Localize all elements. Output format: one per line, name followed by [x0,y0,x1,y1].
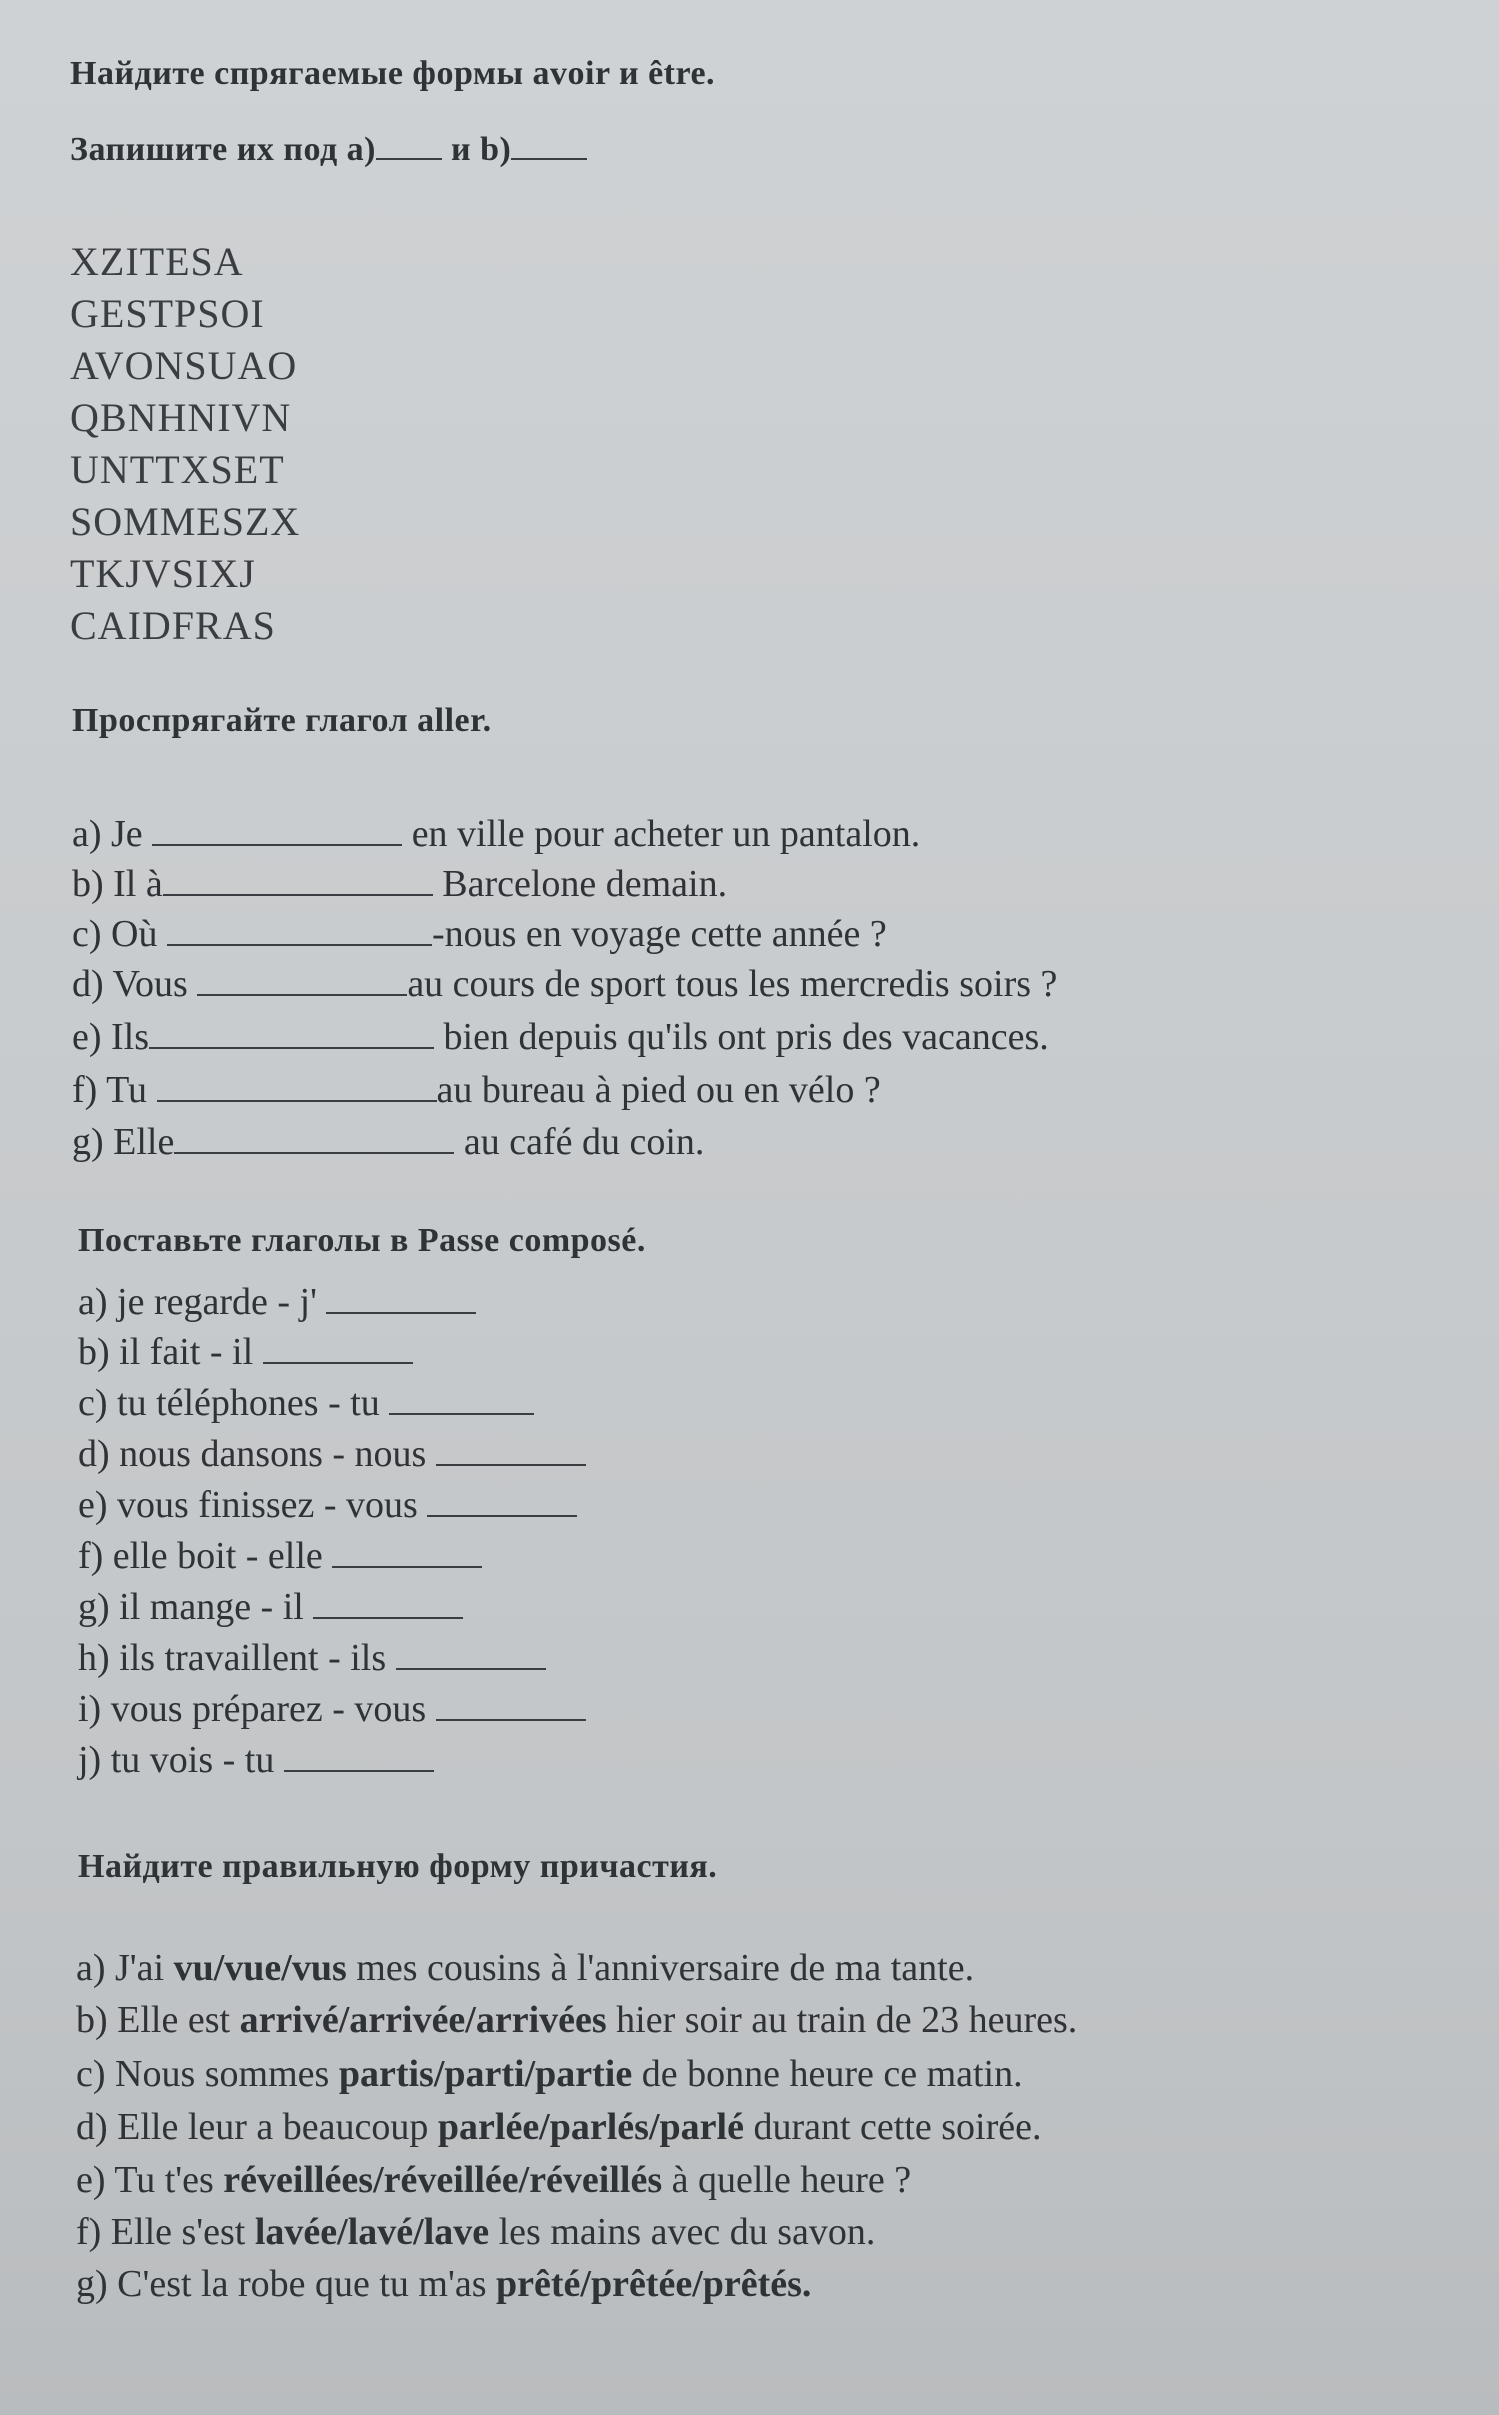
participle-options[interactable]: lavée/lavé/lave [254,2211,490,2253]
answer-blank[interactable] [396,1638,546,1670]
participle-options[interactable]: vu/vue/vus [173,1947,347,1989]
answer-blank-a[interactable] [376,128,442,160]
item-suffix: Barcelone demain. [442,863,728,905]
section1-instruction [70,128,587,169]
item-text: a) J'ai [76,1947,174,1989]
exercise-item [76,1998,1077,2042]
answer-blank[interactable] [157,1070,437,1102]
exercise-item [72,812,920,856]
answer-blank[interactable] [152,814,402,846]
exercise-item [76,2158,911,2202]
answer-blank[interactable] [167,914,432,946]
participle-options[interactable]: parlée/parlés/parlé [437,2106,744,2148]
answer-blank[interactable] [284,1740,434,1772]
exercise-item [78,1381,534,1425]
item-text: c) Nous sommes [76,2053,339,2095]
item-suffix: au bureau à pied ou en vélo ? [436,1069,881,1111]
answer-blank[interactable] [149,1017,434,1049]
exercise-item [72,1068,881,1112]
item-text: g) C'est la robe que tu m'as [76,2263,496,2305]
item-text: de bonne heure ce matin. [632,2053,1023,2095]
exercise-item [78,1483,577,1527]
exercise-item [72,1015,1049,1059]
exercise-item [78,1585,463,1629]
item-prefix: i) vous préparez - vous [78,1688,427,1730]
item-prefix: d) Vous [72,963,188,1005]
letter-string: GESTPSOI [70,291,265,336]
answer-blank-b[interactable] [511,128,587,160]
letter-string: UNTTXSET [70,447,285,492]
item-text: e) Tu t'es [76,2159,224,2201]
item-prefix: f) Tu [72,1069,147,1111]
exercise-item [78,1330,413,1374]
answer-blank[interactable] [427,1485,577,1517]
item-suffix: au cours de sport tous les mercredis soirs ? [407,963,1058,1005]
item-prefix: d) nous dansons - nous [78,1433,427,1475]
exercise-item [76,2210,875,2254]
letter-string: CAIDFRAS [70,603,276,648]
section2-title: Проспрягайте глагол aller. [72,702,492,739]
answer-blank[interactable] [163,864,433,896]
item-prefix: f) elle boit - elle [78,1535,323,1577]
item-suffix: au café du coin. [463,1121,705,1163]
exercise-item [72,912,887,956]
item-prefix: g) Elle [72,1121,175,1163]
item-prefix: e) Ils [72,1016,150,1058]
section4-title: Найдите правильную форму причастия. [78,1848,718,1885]
item-suffix: bien depuis qu'ils ont pris des vacances. [443,1016,1049,1058]
item-text: f) Elle s'est [76,2211,255,2253]
item-text: durant cette soirée. [743,2106,1042,2148]
section1-title: Найдите спрягаемые формы avoir и être. [70,55,716,92]
exercise-item [76,1946,974,1990]
answer-blank[interactable] [263,1332,413,1364]
item-suffix: -nous en voyage cette année ? [431,913,887,955]
exercise-item [78,1687,586,1731]
item-prefix: b) il fait - il [78,1331,254,1373]
letter-string: QBNHNIVN [70,395,292,440]
exercise-item [72,962,1057,1006]
item-text: d) Elle leur a beaucoup [76,2106,438,2148]
answer-blank[interactable] [436,1689,586,1721]
item-prefix: a) Je [72,813,143,855]
item-prefix: b) Il à [72,863,163,905]
answer-blank[interactable] [197,964,407,996]
item-prefix: c) Où [72,913,158,955]
item-prefix: a) je regarde - j' [78,1281,317,1323]
letter-string: AVONSUAO [70,343,298,388]
answer-blank[interactable] [313,1587,463,1619]
answer-blank[interactable] [174,1122,454,1154]
instruction-part1: Запишите их под а) [70,131,376,168]
answer-blank[interactable] [436,1434,586,1466]
participle-options[interactable]: prêté/prêtée/prêtés. [496,2263,812,2305]
instruction-part2: и b) [451,131,512,168]
exercise-item [78,1432,586,1476]
participle-options[interactable]: arrivé/arrivée/arrivées [239,1999,607,2041]
exercise-item [78,1636,546,1680]
exercise-item [76,2105,1041,2149]
exercise-item [78,1280,476,1324]
exercise-item [78,1534,482,1578]
item-prefix: g) il mange - il [78,1586,304,1628]
exercise-item [76,2262,811,2306]
letter-string: SOMMESZX [70,499,301,544]
item-prefix: e) vous finissez - vous [78,1484,418,1526]
item-suffix: en ville pour acheter un pantalon. [411,813,921,855]
participle-options[interactable]: partis/parti/partie [338,2053,633,2095]
answer-blank[interactable] [332,1536,482,1568]
letter-string: TKJVSIXJ [70,551,256,596]
answer-blank[interactable] [389,1383,534,1415]
item-text: les mains avec du savon. [489,2211,876,2253]
item-text: à quelle heure ? [662,2159,912,2201]
exercise-item [72,1120,704,1164]
answer-blank[interactable] [326,1282,476,1314]
item-text: b) Elle est [76,1999,240,2041]
exercise-item [78,1738,434,1782]
exercise-item [76,2052,1023,2096]
section3-title: Поставьте глаголы в Passe composé. [78,1222,646,1259]
item-prefix: j) tu vois - tu [78,1739,275,1781]
item-prefix: h) ils travaillent - ils [78,1637,387,1679]
item-text: mes cousins à l'anniversaire de ma tante. [346,1947,975,1989]
item-text: hier soir au train de 23 heures. [606,1999,1078,2041]
participle-options[interactable]: réveillées/réveillée/réveillés [223,2159,663,2201]
item-prefix: c) tu téléphones - tu [78,1382,380,1424]
exercise-item [72,862,727,906]
letter-string: XZITESA [70,239,244,284]
